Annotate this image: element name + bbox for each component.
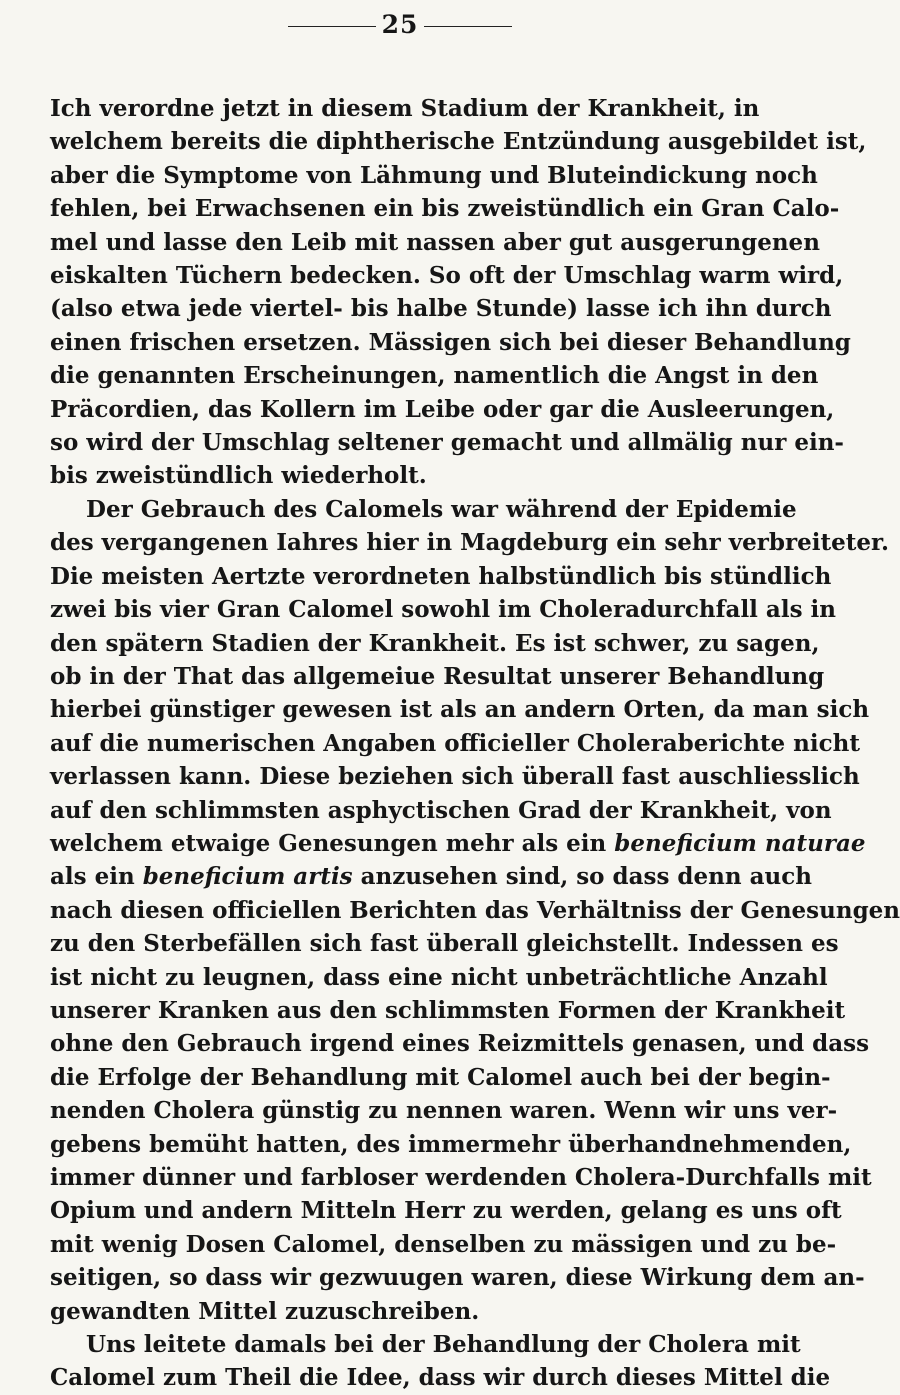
header-rule-right [424,26,512,27]
text-line: Uns leitete damals bei der Behandlung der Cholera mit [86,1331,801,1359]
header-rule-left [288,26,376,27]
text-line: auf die numerischen Angaben officieller Choleraberichte nicht [50,729,860,757]
text-line: zu den Sterbefällen sich fast überall gleichstellt. Indessen es [50,930,839,958]
text-line: immer dünner und farbloser werdenden Cholera-Durchfalls mit [50,1164,872,1191]
text-line: als ein beneficium artis anzusehen sind, so dass denn auch [50,863,812,891]
text-line: nach diesen officiellen Berichten das Verhältniss der Genesungen [50,896,900,924]
body-text [50,92,900,1395]
text-line: einen frischen ersetzen. Mässigen sich bei dieser Behandlung [50,328,851,356]
text-line: gewandten Mittel zuzuschreiben. [50,1297,480,1325]
text-line: Opium und andern Mitteln Herr zu werden, gelang es uns oft [50,1197,842,1225]
text-line: Die meisten Aertzte verordneten halbstündlich bis stündlich [50,562,832,590]
text-line: fehlen, bei Erwachsenen ein bis zweistündlich ein Gran Calo- [50,195,840,223]
text-line: verlassen kann. Diese beziehen sich überall fast auschliesslich [50,763,860,791]
text-line: seitigen, so dass wir gezwuugen waren, diese Wirkung dem an- [50,1264,865,1292]
latin-phrase: beneficium naturae [614,829,866,857]
text-line: so wird der Umschlag seltener gemacht und allmälig nur ein- [50,429,844,457]
text-line: die Erfolge der Behandlung mit Calomel auch bei der begin- [50,1063,831,1091]
text-line: Der Gebrauch des Calomels war während der Epidemie [86,495,797,523]
text-line: des vergangenen Iahres hier in Magdeburg ein sehr verbreiteter. [50,529,889,557]
text-line: ohne den Gebrauch irgend eines Reizmittels genasen, und dass [50,1030,870,1058]
text-line: mit wenig Dosen Calomel, denselben zu mässigen und zu be- [50,1230,837,1258]
text-line: ist nicht zu leugnen, dass eine nicht unbeträchtliche Anzahl [50,963,828,991]
text-line: gebens bemüht hatten, des immermehr überhandnehmenden, [50,1130,852,1158]
text-line: welchem bereits die diphtherische Entzündung ausgebildet ist, [50,128,867,156]
text-line: Calomel zum Theil die Idee, dass wir durch dieses Mittel die [50,1364,831,1392]
text-line: unserer Kranken aus den schlimmsten Formen der Krankheit [50,996,846,1024]
text-line: den spätern Stadien der Krankheit. Es ist schwer, zu sagen, [50,629,820,657]
text-line: auf den schlimmsten asphyctischen Grad der Krankheit, von [50,796,832,824]
page-number: 25 [381,10,419,39]
latin-phrase: beneficium artis [142,863,353,891]
text-line: aber die Symptome von Lähmung und Bluteindickung noch [50,161,818,189]
text-line: mel und lasse den Leib mit nassen aber gut ausgerungenen [50,228,820,256]
text-line: bis zweistündlich wiederholt. [50,462,427,490]
text-line: zwei bis vier Gran Calomel sowohl im Choleradurchfall als in [50,596,836,624]
text-line: hierbei günstiger gewesen ist als an andern Orten, da man sich [50,696,870,724]
text-line: nenden Cholera günstig zu nennen waren. Wenn wir uns ver- [50,1097,838,1125]
text-line: ob in der That das allgemeiue Resultat unserer Behandlung [50,662,825,690]
page-header [0,10,800,39]
text-line: Präcordien, das Kollern im Leibe oder gar die Ausleerungen, [50,395,835,423]
text-line: welchem etwaige Genesungen mehr als ein beneficium naturae [50,829,866,857]
text-line: (also etwa jede viertel- bis halbe Stunde) lasse ich ihn durch [50,295,832,323]
text-line: eiskalten Tüchern bedecken. So oft der Umschlag warm wird, [50,262,844,290]
text-line: die genannten Erscheinungen, namentlich die Angst in den [50,362,819,390]
text-line: Ich verordne jetzt in diesem Stadium der Krankheit, in [50,95,760,122]
